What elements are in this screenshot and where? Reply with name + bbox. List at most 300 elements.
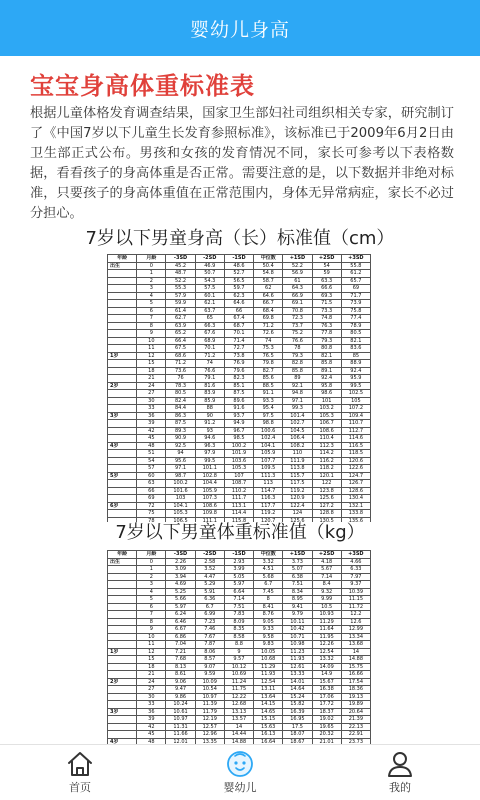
table-cell: 90	[195, 412, 224, 420]
table-cell: 9.32	[312, 588, 341, 596]
table-cell: 101.4	[283, 412, 312, 420]
height-table-caption: 7岁以下男童身高（长）标准值（cm）	[85, 228, 395, 249]
table-cell: 79.6	[224, 367, 253, 375]
table-cell: 102.5	[341, 390, 370, 398]
table-cell: 82.1	[312, 352, 341, 360]
table-cell: 122.6	[341, 465, 370, 473]
table-header-cell: 年龄	[108, 551, 137, 559]
table-cell: 82.3	[224, 375, 253, 383]
table-cell: 95.9	[341, 375, 370, 383]
table-cell: 15.15	[254, 716, 283, 724]
table-cell	[108, 581, 137, 589]
table-cell: 5.97	[224, 581, 253, 589]
table-cell: 67.4	[224, 315, 253, 323]
table-cell: 20.32	[312, 731, 341, 739]
table-cell: 61	[283, 277, 312, 285]
table-row	[108, 633, 371, 641]
table-cell: 10.98	[283, 641, 312, 649]
table-cell: 4岁	[108, 442, 137, 450]
table-cell: 107.7	[254, 457, 283, 465]
table-row	[108, 450, 371, 458]
table-cell	[108, 420, 137, 428]
table-cell: 94.6	[195, 435, 224, 443]
table-cell	[108, 465, 137, 473]
table-cell: 7.67	[195, 633, 224, 641]
table-cell	[108, 618, 137, 626]
table-row	[108, 566, 371, 574]
table-cell: 2.58	[195, 558, 224, 566]
table-cell: 14.01	[283, 678, 312, 686]
table-cell: 63.7	[195, 307, 224, 315]
table-cell: 9.57	[224, 656, 253, 664]
table-cell: 10	[137, 633, 166, 641]
table-cell: 62.7	[166, 315, 195, 323]
table-cell: 78.9	[341, 322, 370, 330]
table-row	[108, 375, 371, 383]
table-cell: 68.4	[254, 307, 283, 315]
table-cell: 10.69	[224, 671, 253, 679]
table-cell: 69.3	[312, 292, 341, 300]
table-cell: 106.7	[312, 420, 341, 428]
table-cell: 99.3	[283, 405, 312, 413]
table-cell: 7.14	[312, 573, 341, 581]
table-cell: 8.41	[254, 603, 283, 611]
table-cell: 97.9	[195, 450, 224, 458]
table-cell: 17.72	[312, 701, 341, 709]
table-cell: 76.3	[312, 322, 341, 330]
table-cell: 107.3	[195, 495, 224, 503]
table-cell: 80.8	[312, 345, 341, 353]
table-cell: 18.37	[312, 708, 341, 716]
table-cell: 5.91	[195, 588, 224, 596]
table-cell: 8.13	[166, 663, 195, 671]
table-row	[108, 678, 371, 686]
nav-item-profile[interactable]	[320, 745, 480, 800]
table-cell: 62.1	[195, 300, 224, 308]
main-content[interactable]	[0, 56, 480, 744]
table-cell: 56.9	[283, 270, 312, 278]
table-cell: 122	[312, 480, 341, 488]
table-cell: 75.2	[283, 330, 312, 338]
table-cell: 120.1	[312, 472, 341, 480]
table-cell: 88.9	[341, 360, 370, 368]
table-cell: 15.24	[283, 693, 312, 701]
table-cell: 65.7	[341, 277, 370, 285]
table-cell: 11.23	[283, 648, 312, 656]
table-cell: 11.15	[341, 596, 370, 604]
table-cell: 9.79	[283, 611, 312, 619]
table-cell: 56.5	[224, 277, 253, 285]
table-cell: 5.97	[166, 603, 195, 611]
table-cell	[108, 731, 137, 739]
table-cell: 6	[137, 603, 166, 611]
table-cell: 103	[166, 495, 195, 503]
table-cell: 0	[137, 262, 166, 270]
table-cell: 78.3	[166, 382, 195, 390]
table-cell: 7.51	[283, 581, 312, 589]
table-cell: 18	[137, 663, 166, 671]
table-cell: 8.8	[224, 641, 253, 649]
table-cell: 8.06	[195, 648, 224, 656]
table-cell: 74	[254, 337, 283, 345]
table-cell	[108, 435, 137, 443]
table-cell	[108, 510, 137, 518]
table-cell	[108, 345, 137, 353]
table-cell: 116.3	[254, 495, 283, 503]
table-cell: 60	[137, 472, 166, 480]
table-cell: 12.99	[341, 626, 370, 634]
table-cell: 62.3	[224, 292, 253, 300]
table-cell: 42	[137, 723, 166, 731]
table-cell: 2岁	[108, 678, 137, 686]
table-cell: 54.8	[254, 270, 283, 278]
table-cell: 19.65	[312, 723, 341, 731]
table-cell: 125.6	[283, 517, 312, 522]
table-cell	[108, 723, 137, 731]
table-row	[108, 708, 371, 716]
table-cell: 110	[283, 450, 312, 458]
table-cell: 125.6	[312, 495, 341, 503]
table-cell: 14	[224, 723, 253, 731]
table-row	[108, 558, 371, 566]
table-cell: 114.4	[224, 510, 253, 518]
table-cell: 10.24	[166, 701, 195, 709]
table-cell: 20.64	[341, 708, 370, 716]
table-row	[108, 671, 371, 679]
table-cell: 19.13	[341, 693, 370, 701]
table-cell: 23.73	[341, 738, 370, 744]
table-row	[108, 611, 371, 619]
table-cell: 84.4	[166, 405, 195, 413]
table-cell: 98.8	[254, 420, 283, 428]
table-cell: 11.66	[166, 731, 195, 739]
table-cell: 12.01	[166, 738, 195, 744]
table-cell: 7.97	[341, 573, 370, 581]
table-cell: 11.24	[224, 678, 253, 686]
table-cell: 7.46	[195, 626, 224, 634]
table-cell: 7	[137, 611, 166, 619]
table-cell: 59.7	[224, 285, 253, 293]
table-cell: 119.2	[254, 510, 283, 518]
table-row	[108, 337, 371, 345]
table-cell: 58.7	[254, 277, 283, 285]
table-cell: 82.1	[341, 337, 370, 345]
table-row	[108, 596, 371, 604]
table-cell: 104.4	[195, 480, 224, 488]
table-cell: 122.4	[283, 502, 312, 510]
table-cell: 9.37	[341, 581, 370, 589]
table-cell: 97.1	[166, 465, 195, 473]
table-cell: 54.3	[195, 277, 224, 285]
table-cell: 8	[254, 596, 283, 604]
table-cell: 5岁	[108, 472, 137, 480]
table-cell: 119.2	[283, 487, 312, 495]
table-header-cell: -1SD	[224, 255, 253, 263]
page-title: 婴幼儿身高	[189, 18, 290, 41]
table-row	[108, 277, 371, 285]
table-cell: 107.2	[341, 405, 370, 413]
table-cell: 9.99	[312, 596, 341, 604]
table-row	[108, 731, 371, 739]
nav-item-home[interactable]	[0, 745, 160, 800]
table-cell: 108.6	[312, 427, 341, 435]
table-cell: 7.23	[195, 618, 224, 626]
table-cell: 70.8	[283, 307, 312, 315]
table-cell: 10	[137, 337, 166, 345]
table-cell: 6.33	[341, 566, 370, 574]
table-cell: 65	[195, 315, 224, 323]
table-cell	[108, 292, 137, 300]
table-cell	[108, 337, 137, 345]
table-cell: 4.66	[341, 558, 370, 566]
table-cell: 92.1	[283, 382, 312, 390]
table-cell: 115.7	[283, 472, 312, 480]
table-cell: 118.2	[312, 465, 341, 473]
table-cell: 14.65	[254, 708, 283, 716]
bottom-nav	[0, 744, 480, 800]
table-cell: 88.5	[254, 382, 283, 390]
table-cell: 57	[137, 465, 166, 473]
table-cell: 2岁	[108, 382, 137, 390]
table-cell: 130.5	[312, 517, 341, 522]
table-cell: 120.6	[341, 457, 370, 465]
table-cell	[108, 641, 137, 649]
table-row	[108, 307, 371, 315]
table-cell: 10.97	[166, 716, 195, 724]
table-cell: 97.5	[254, 412, 283, 420]
table-cell: 71.2	[254, 322, 283, 330]
table-cell: 63	[137, 480, 166, 488]
table-cell: 15	[137, 360, 166, 368]
table-cell: 3岁	[108, 708, 137, 716]
nav-item-baby[interactable]	[160, 745, 320, 800]
table-cell: 64.6	[224, 300, 253, 308]
table-cell: 16.95	[283, 716, 312, 724]
table-row	[108, 457, 371, 465]
table-cell: 11.93	[283, 656, 312, 664]
table-cell: 71.7	[341, 292, 370, 300]
table-cell: 4.47	[195, 573, 224, 581]
table-cell: 15.82	[283, 701, 312, 709]
table-cell: 9.41	[283, 603, 312, 611]
table-cell: 4.69	[166, 581, 195, 589]
table-cell: 135.6	[341, 517, 370, 522]
table-cell: 105.3	[166, 510, 195, 518]
table-row	[108, 292, 371, 300]
table-cell: 123.8	[312, 487, 341, 495]
table-cell: 2	[137, 277, 166, 285]
table-cell: 133.8	[341, 510, 370, 518]
table-cell: 108.7	[224, 480, 253, 488]
table-cell: 91.6	[224, 405, 253, 413]
table-cell: 48	[137, 442, 166, 450]
table-row	[108, 495, 371, 503]
table-cell: 4.18	[312, 558, 341, 566]
table-cell: 50.4	[254, 262, 283, 270]
table-cell: 15.63	[254, 723, 283, 731]
table-cell: 105.9	[195, 487, 224, 495]
table-cell: 7.21	[166, 648, 195, 656]
table-cell: 5.05	[224, 573, 253, 581]
table-cell: 10.68	[254, 656, 283, 664]
table-cell: 102.8	[195, 472, 224, 480]
table-cell: 17.5	[283, 723, 312, 731]
table-cell: 8	[137, 618, 166, 626]
table-cell: 45	[137, 731, 166, 739]
table-cell: 14.64	[283, 686, 312, 694]
table-cell: 9.33	[254, 626, 283, 634]
table-cell: 13.32	[312, 656, 341, 664]
table-row	[108, 427, 371, 435]
table-cell: 101.6	[166, 487, 195, 495]
table-cell: 82.7	[254, 367, 283, 375]
table-row	[108, 603, 371, 611]
table-cell: 12.2	[341, 611, 370, 619]
table-cell: 89.1	[312, 367, 341, 375]
table-cell: 17.54	[341, 678, 370, 686]
table-cell: 105.3	[224, 465, 253, 473]
table-cell: 3.73	[283, 558, 312, 566]
table-cell: 36	[137, 708, 166, 716]
table-cell: 10.11	[283, 618, 312, 626]
table-cell: 94	[166, 450, 195, 458]
table-cell: 102.4	[254, 435, 283, 443]
table-cell: 98.5	[224, 435, 253, 443]
table-cell: 89.3	[166, 427, 195, 435]
table-cell	[108, 566, 137, 574]
table-cell: 68.6	[166, 352, 195, 360]
table-cell: 69	[341, 285, 370, 293]
table-cell	[108, 450, 137, 458]
table-header-cell: 年龄	[108, 255, 137, 263]
table-cell: 81.6	[195, 382, 224, 390]
table-cell: 73.8	[224, 352, 253, 360]
table-cell: 93	[195, 427, 224, 435]
table-cell: 76	[166, 375, 195, 383]
table-cell: 15.75	[341, 663, 370, 671]
table-cell	[108, 495, 137, 503]
table-cell: 11.72	[341, 603, 370, 611]
table-cell: 13.34	[341, 633, 370, 641]
table-cell: 4	[137, 292, 166, 300]
table-cell: 6岁	[108, 502, 137, 510]
table-cell: 8.09	[224, 618, 253, 626]
table-cell: 73.9	[341, 300, 370, 308]
table-cell: 63.9	[166, 322, 195, 330]
table-cell: 111.7	[224, 495, 253, 503]
table-cell: 87.5	[166, 420, 195, 428]
table-cell: 48.7	[166, 270, 195, 278]
table-cell: 66.3	[195, 322, 224, 330]
table-cell: 9.05	[254, 618, 283, 626]
table-cell: 8.57	[195, 656, 224, 664]
table-cell: 79.8	[254, 360, 283, 368]
table-cell: 12.26	[312, 641, 341, 649]
table-header-cell: +3SD	[341, 255, 370, 263]
baby-face-icon	[225, 750, 255, 778]
table-cell: 9.47	[166, 686, 195, 694]
table-cell: 6.99	[195, 611, 224, 619]
table-cell: 97.1	[283, 397, 312, 405]
table-cell: 72.3	[283, 315, 312, 323]
table-row	[108, 345, 371, 353]
table-row	[108, 626, 371, 634]
table-cell: 3	[137, 285, 166, 293]
table-cell: 118.5	[341, 450, 370, 458]
table-cell: 113.1	[224, 502, 253, 510]
table-cell: 83.9	[195, 390, 224, 398]
table-cell: 11	[137, 641, 166, 649]
table-cell: 15.67	[312, 678, 341, 686]
table-cell: 11.64	[312, 626, 341, 634]
table-cell: 108.2	[283, 442, 312, 450]
table-row	[108, 723, 371, 731]
table-row	[108, 648, 371, 656]
table-header-cell: -3SD	[166, 551, 195, 559]
table-row	[108, 367, 371, 375]
table-cell: 12.96	[195, 731, 224, 739]
table-cell: 9.59	[195, 671, 224, 679]
table-cell: 45	[137, 435, 166, 443]
table-cell: 30	[137, 397, 166, 405]
table-cell: 86.3	[166, 412, 195, 420]
table-cell: 27	[137, 390, 166, 398]
table-cell: 36	[137, 412, 166, 420]
table-cell: 128.6	[341, 487, 370, 495]
table-cell: 14.44	[224, 731, 253, 739]
table-cell: 16.38	[312, 686, 341, 694]
table-row	[108, 502, 371, 510]
table-cell: 9.07	[195, 663, 224, 671]
table-cell: 107	[224, 472, 253, 480]
table-cell: 110.2	[224, 487, 253, 495]
table-cell: 6.67	[166, 626, 195, 634]
table-cell: 7	[137, 315, 166, 323]
table-cell: 113	[254, 480, 283, 488]
table-cell	[108, 686, 137, 694]
table-row	[108, 701, 371, 709]
table-cell: 6.64	[224, 588, 253, 596]
table-cell: 76.6	[283, 337, 312, 345]
table-cell: 124.7	[341, 472, 370, 480]
table-cell: 127.2	[312, 502, 341, 510]
table-cell: 105.9	[254, 450, 283, 458]
table-cell: 111.9	[283, 457, 312, 465]
table-cell: 14.88	[341, 656, 370, 664]
table-cell: 33	[137, 701, 166, 709]
table-cell: 73.3	[312, 307, 341, 315]
table-row	[108, 487, 371, 495]
table-cell: 19.89	[341, 701, 370, 709]
table-cell: 12.6	[341, 618, 370, 626]
table-cell: 110.7	[341, 420, 370, 428]
table-cell: 18.07	[283, 731, 312, 739]
table-cell: 95.8	[312, 382, 341, 390]
table-header-cell: -2SD	[195, 551, 224, 559]
nav-label-profile: 我的	[389, 781, 411, 794]
table-row	[108, 472, 371, 480]
table-cell: 1	[137, 270, 166, 278]
table-cell: 66.6	[312, 285, 341, 293]
table-cell: 104.1	[166, 502, 195, 510]
table-cell: 7.51	[224, 603, 253, 611]
table-cell: 45.2	[166, 262, 195, 270]
table-row	[108, 382, 371, 390]
table-cell: 10.71	[283, 633, 312, 641]
table-cell: 6	[137, 307, 166, 315]
table-cell: 126.7	[341, 480, 370, 488]
table-cell	[108, 457, 137, 465]
